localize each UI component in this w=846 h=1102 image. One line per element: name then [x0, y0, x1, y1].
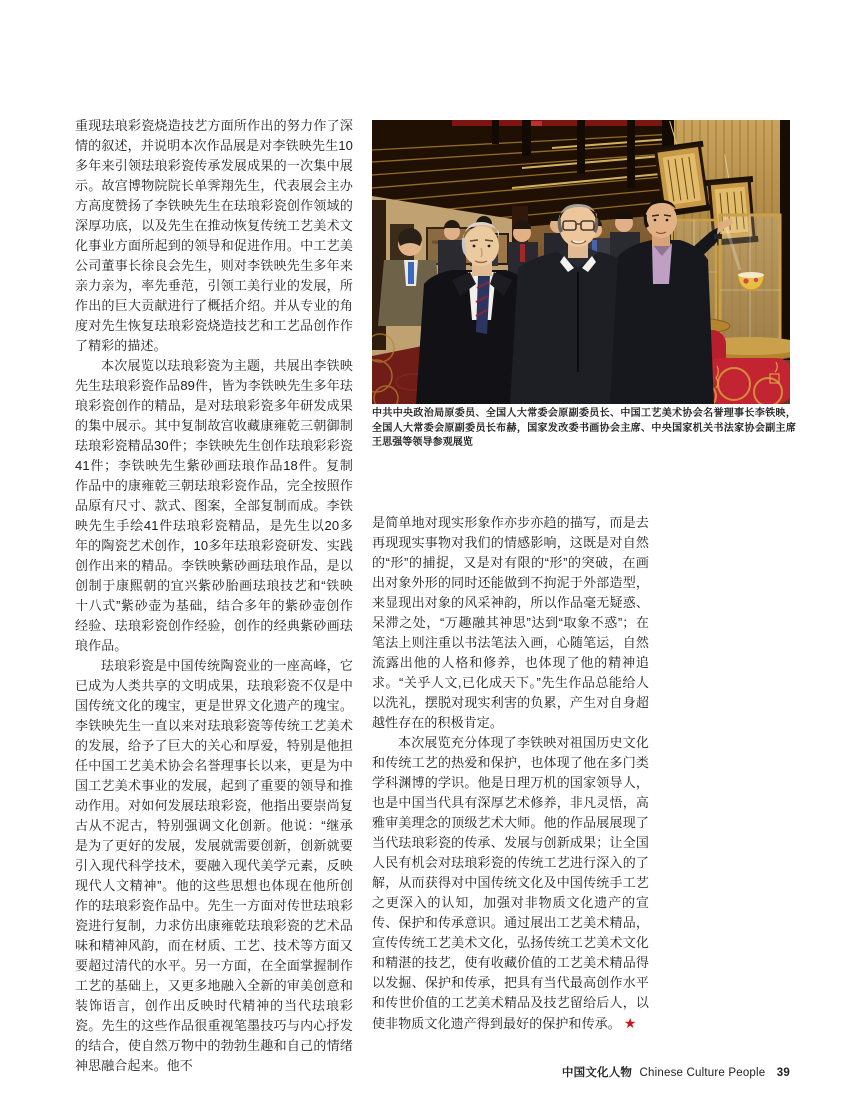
- exhibition-photo: [372, 120, 790, 404]
- exhibition-photo-illustration: [372, 120, 790, 404]
- left-text-column: [75, 116, 353, 1076]
- page-footer: [562, 1064, 790, 1080]
- right-text-column: [372, 513, 649, 1034]
- paragraph: 重现珐琅彩瓷烧造技艺方面所作出的努力作了深情的叙述，并说明本次作品展是对李铁映先生10多年来引领珐琅彩瓷传承发展成果的一次集中展示。故宫博物院院长单霁翔先生，代表展会主办方高度赞扬了李铁映先生在珐琅彩瓷创作领域的深厚功底，以及先生在推动恢复传统工艺美术文化事业方面所起到的领导和促进作用。中工艺美公司董事长徐良会先生，则对李铁映先生多年来亲力亲为，率先垂范，引领工美行业的发展，所作出的巨大贡献进行了概括介绍。并从专业的角度对先生恢复珐琅彩瓷烧造技艺和工艺品创作作了精彩的描述。: [75, 118, 353, 353]
- paragraph-text: 本次展览充分体现了李铁映对祖国历史文化和传统工艺的热爱和保护，也体现了他在多门类学科渊博的学识。他是日理万机的国家领导人，也是中国当代具有深厚艺术修养，非凡灵悟，高雅审美理念的顶级艺术大师。他的作品展展现了当代珐琅彩瓷的传承、发展与创新成果；让全国人民有机会对珐琅彩瓷的传统工艺进行深入的了解，从而获得对中国传统文化及中国传统手工艺之更深入的认知，加强对非物质文化遗产的宣传、保护和传承意识。通过展出工艺美术精品，宣传传统工艺美术文化，弘扬传统工艺美术文化和精湛的技艺，使有收藏价值的工艺美术精品得以发掘、保护和传承，把具有当代最高创作水平和传世价值的工艺美术精品及技艺留给后人，以使非物质文化遗产得到最好的保护和传承。: [372, 735, 649, 1031]
- page-number: 39: [776, 1067, 790, 1079]
- paragraph: 是简单地对现实形象作亦步亦趋的描写，而是去再现现实事物对我们的情感影响，这既是对自然的“形”的捕捉，又是对有限的“形”的突破，在画出对象外形的同时还能做到不拘泥于外部造型，来显现出对象的风采神韵，所以作品毫无疑惑、呆滞之处，“万趣融其神思”达到“取象不惑”；在笔法上则注重以书法笔法入画，心随笔运，自然流露出他的人格和修养，也体现了他的精神追求。“关乎人文,已化成天下。”先生作品总能给人以洗礼，摆脱对现实利害的负累，产生对自身超越性存在的积极肯定。: [372, 515, 649, 730]
- paragraph: 珐琅彩瓷是中国传统陶瓷业的一座高峰，它已成为人类共享的文明成果，珐琅彩瓷不仅是中国传统文化的瑰宝，更是世界文化遗产的瑰宝。李铁映先生一直以来对珐琅彩瓷等传统工艺美术的发展，给予了巨大的关心和厚爱，特别是他担任中国工艺美术协会名誉理事长以来，更是为中国工艺美术事业的发展，起到了重要的领导和推动作用。对如何发展珐琅彩瓷，他指出要崇尚复古从不泥古，特别强调文化创新。他说：“继承是为了更好的发展，发展就需要创新，创新就要引入现代科学技术，要融入现代美学元素，反映现代人文精神”。他的这些思想也体现在他所创作的珐琅彩瓷作品中。先生一方面对传世珐琅彩瓷进行复制，力求仿出康雍乾珐琅彩瓷的艺术品味和精神风韵，而在材质、工艺、技术等方面又要超过清代的水平。另一方面，在全面掌握制作工艺的基础上，又更多地融入全新的审美创意和装饰语言，创作出反映时代精神的当代珐琅彩瓷。先生的这些作品很重视笔墨技巧与内心抒发的结合，使自然万物中的勃勃生趣和自己的情绪神思融合起来。他不: [75, 658, 353, 1073]
- magazine-title-zh: 中国文化人物: [561, 1067, 633, 1079]
- paragraph: [372, 733, 649, 1034]
- photo-caption: 中共中央政治局原委员、全国人大常委会原副委员长、中国工艺美术协会名誉理事长李铁映，全国人大常委会原副委员长布赫，国家发改委书画协会主席、中央国家机关书法家协会副主席王思强等领导参观展览: [372, 408, 796, 448]
- paragraph: 本次展览以珐琅彩瓷为主题，共展出李铁映先生珐琅彩瓷作品89件，皆为李铁映先生多年珐琅彩瓷创作的精品，是对珐琅彩瓷多年研发成果的集中展示。其中复制故宫收藏康雍乾三朝御制珐琅彩瓷精品30件；李铁映先生创作珐琅彩彩瓷41件；李铁映先生紫砂画珐琅作品18件。复制作品中的康雍乾三朝珐琅彩瓷作品，完全按照作品原有尺寸、款式、图案，全部复制而成。李铁映先生手绘41件珐琅彩瓷精品，是先生以20多年的陶瓷艺术创作，10多年珐琅彩瓷研发、实践创作出来的精品。李铁映紫砂画珐琅作品，是以创制于康熙朝的宜兴紫砂胎画珐琅技艺和“铁映十八式”紫砂壶为基础，结合多年的紫砂壶创作经验、珐琅彩瓷创作经验，创作的经典紫砂画珐琅作品。: [75, 358, 353, 653]
- magazine-title-en: Chinese Culture People: [639, 1067, 766, 1079]
- end-of-article-star: ★: [623, 1015, 637, 1031]
